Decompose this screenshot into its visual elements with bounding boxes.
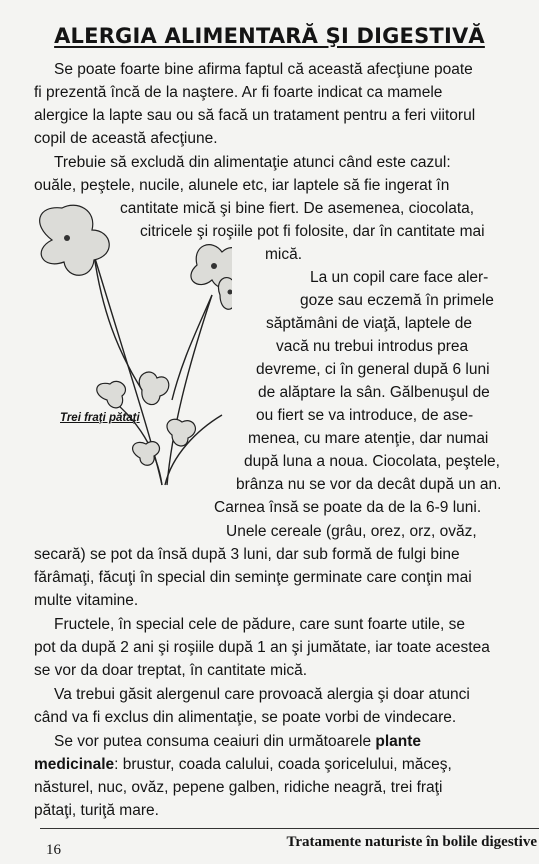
stem-line — [167, 295, 212, 485]
text-line: ou fiert se va introduce, de ase- — [256, 407, 474, 424]
text-line: multe vitamine. — [34, 592, 139, 609]
leaf — [97, 381, 126, 408]
text-line: pot da după 2 ani şi roşiile după 1 an şi jumătate, iar toate acestea — [34, 639, 490, 656]
text-line: goze sau eczemă în primele — [300, 292, 494, 309]
text-line — [54, 732, 421, 752]
text-line: Se poate foarte bine afirma faptul că această afecţiune poate — [54, 61, 473, 78]
text-line: devreme, ci în general după 6 luni — [256, 361, 490, 378]
text-line: menea, cu mare atenţie, dar numai — [248, 430, 489, 447]
pansy-flower — [40, 205, 110, 275]
text-line: ouăle, peştele, nucile, alunele etc, iar laptele să fie ingerat în — [34, 177, 450, 194]
text-line: se vor da doar treptat, în cantitate mică. — [34, 662, 308, 679]
text-line: fărâmaţi, făcuţi în special din seminţe germinate care conţin mai — [34, 569, 472, 586]
text-line — [34, 755, 452, 775]
bold-term: medicinale — [34, 756, 115, 773]
text-line: cantitate mică şi bine fiert. De asemenea, ciocolata, — [120, 200, 475, 217]
text-line: copil de această afecţiune. — [34, 130, 218, 147]
leaf — [167, 419, 195, 446]
text-line: de alăptare la sân. Gălbenuşul de — [258, 384, 490, 401]
text-line: Va trebui găsit alergenul care provoacă alergia şi doar atunci — [54, 686, 470, 703]
pansy-illustration — [22, 200, 232, 500]
leaf — [139, 372, 169, 405]
text-line: citricele şi roşiile pot fi folosite, dar în cantitate mai — [140, 223, 485, 240]
text-line: brânza nu se vor da decât după un an. — [236, 476, 502, 493]
text-line: după luna a noua. Ciocolata, peştele, — [244, 453, 500, 470]
footer-rule — [40, 828, 539, 829]
text-line: vacă nu trebui introdus prea — [276, 338, 469, 355]
text-line: fi prezentă încă de la naştere. Ar fi foarte indicat ca mamele — [34, 84, 443, 101]
text-line: secară) se pot da însă după 3 luni, dar sub formă de fulgi bine — [34, 546, 460, 563]
text-line: săptămâni de viaţă, laptele de — [266, 315, 472, 332]
figure-caption: Trei fraţi pătaţi — [60, 412, 140, 424]
text-line: alergice la lapte sau ou să facă un tratament pentru a feri viitorul — [34, 107, 476, 124]
text-line: Trebuie să excludă din alimentaţie atunci când este cazul: — [54, 154, 451, 171]
running-footer: Tratamente naturiste în bolile digestive — [286, 834, 537, 850]
page-number: 16 — [46, 842, 61, 858]
pansy-drawing — [22, 200, 232, 500]
text-line: Carnea însă se poate da de la 6-9 luni. — [214, 499, 482, 516]
text-line: Fructele, în special cele de pădure, care sunt foarte utile, se — [54, 616, 465, 633]
text-line: La un copil care face aler- — [310, 269, 489, 286]
text-line: pătaţi, turiţă mare. — [34, 802, 159, 819]
text-run: Se vor putea consuma ceaiuri din următoarele — [54, 733, 372, 750]
text-line: când va fi exclus din alimentaţie, se poate vorbi de vindecare. — [34, 709, 457, 726]
text-run: : brustur, coada calului, coada şoricelului, măceş, — [114, 756, 452, 773]
bold-term: plante — [375, 733, 422, 750]
text-line: Unele cereale (grâu, orez, orz, ovăz, — [226, 523, 477, 540]
chapter-title: ALERGIA ALIMENTARĂ ŞI DIGESTIVĂ — [54, 24, 485, 48]
leaf — [133, 442, 160, 466]
text-line: mică. — [265, 246, 303, 263]
text-line: năsturel, nuc, ovăz, pepene galben, ridiche neagră, trei fraţi — [34, 779, 443, 796]
